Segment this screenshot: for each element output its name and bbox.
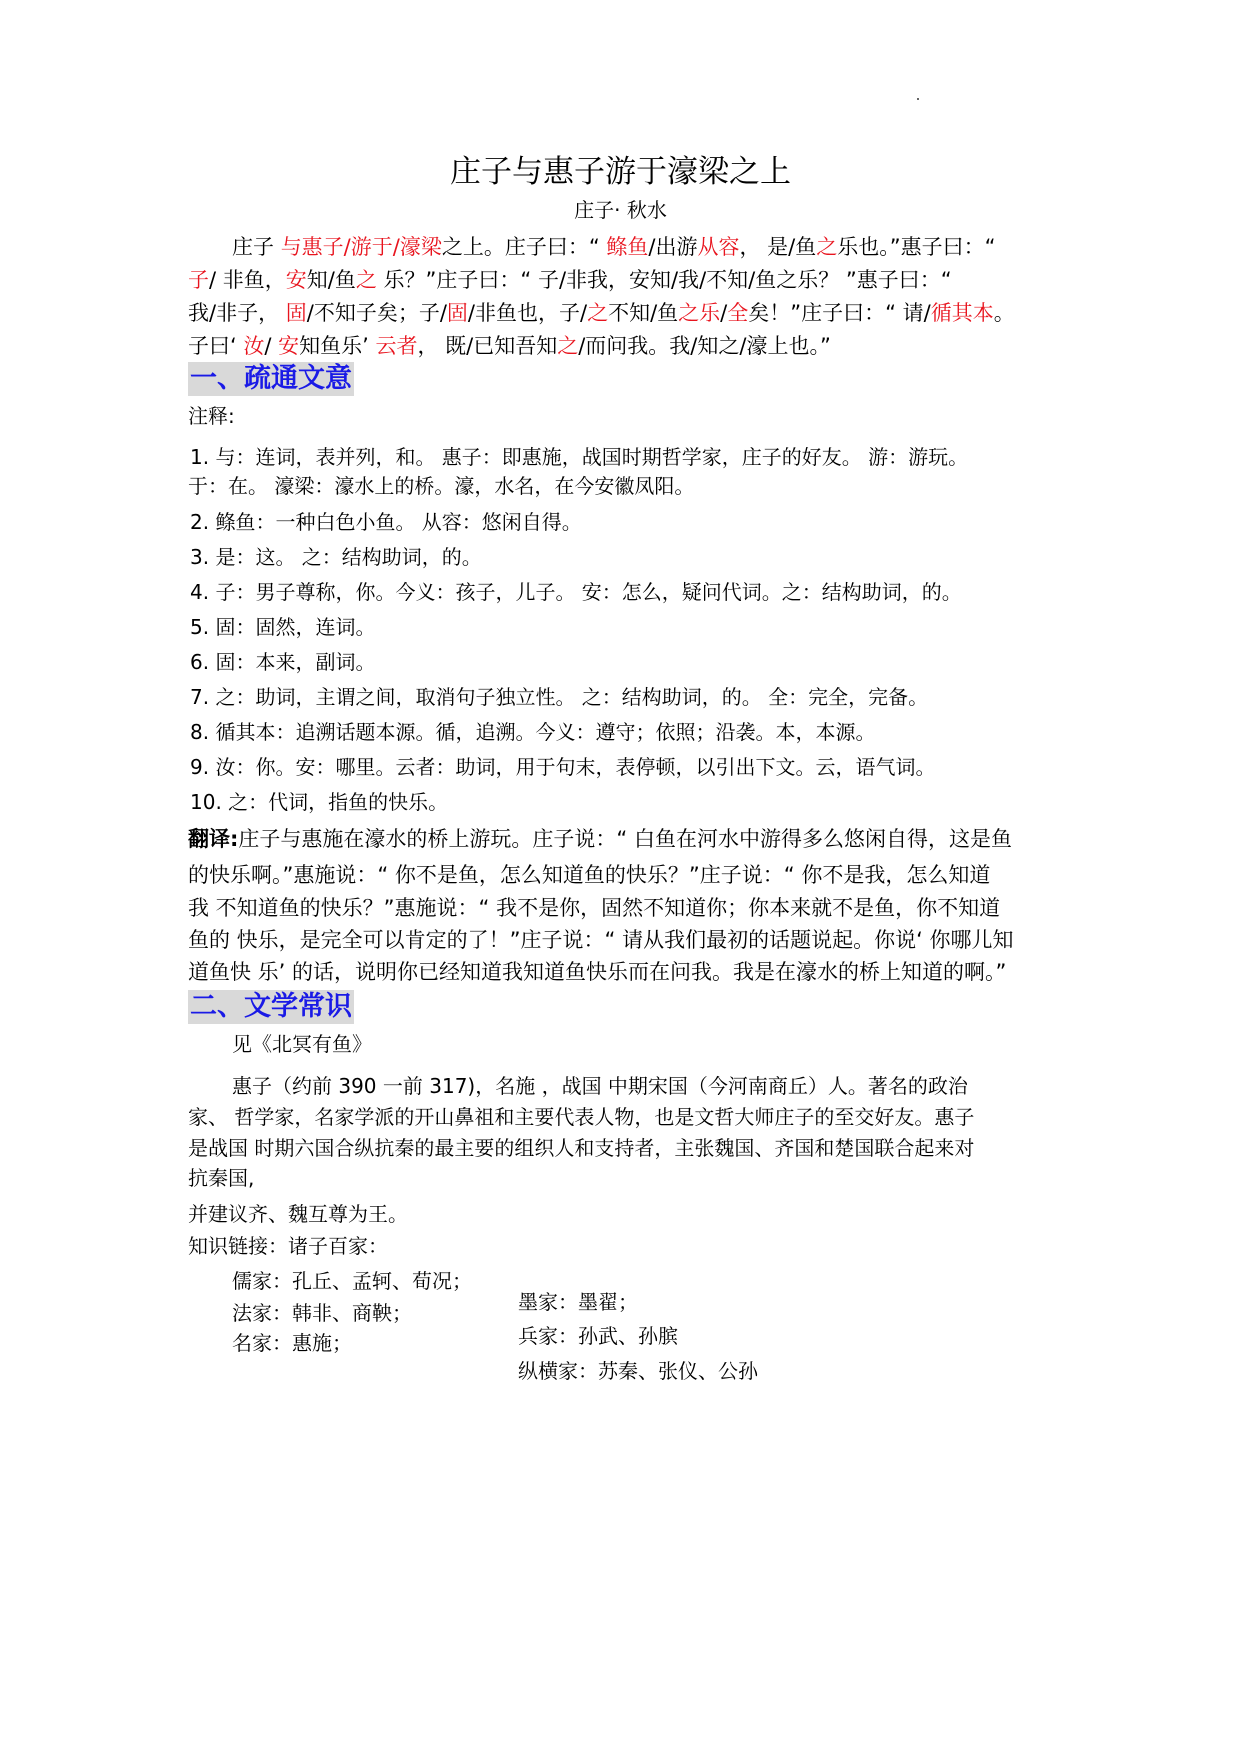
passage-highlight: 之 [816, 235, 838, 259]
note-item-8: 8. 循其本：追溯话题本源。循，追溯。今义：遵守；依照；沿袭。本，本源。 [190, 720, 876, 744]
passage-line-2 [188, 265, 952, 295]
passage-text: /而问我。我/知之/濠上也。” [578, 334, 831, 358]
passage-text: 庄子 [232, 235, 281, 259]
passage-text: ， 既/已知吾知 [417, 334, 558, 358]
school-military: 兵家：孙武、孙膑 [518, 1324, 678, 1348]
passage-highlight: 云者 [375, 334, 418, 358]
bio-line-5: 并建议齐、魏互尊为王。 [188, 1202, 408, 1226]
bio-line-1: 惠子（约前 390 一前 317)，名施 ，战国 中期宋国（今河南商丘）人。著名的政治 [232, 1074, 968, 1098]
passage-text: / [720, 301, 728, 325]
translation-line-3: 我 不知道鱼的快乐？”惠施说：“ 我不是你，固然不知道你；你本来就不是鱼，你不知道 [188, 896, 1001, 920]
school-confucian: 儒家：孔丘、孟轲、荀况； [232, 1269, 472, 1293]
passage-text: / 非鱼， [209, 268, 286, 292]
translation-line-1 [188, 824, 1012, 854]
page-title: 庄子与惠子游于濠梁之上 [450, 154, 791, 190]
passage-highlight: 汝 [243, 334, 265, 358]
see-reference: 见《北冥有鱼》 [232, 1032, 372, 1056]
note-item-1-cont: 于：在。 濠梁：濠水上的桥。濠，水名，在今安徽凤阳。 [188, 474, 695, 498]
page-subtitle: 庄子· 秋水 [574, 198, 667, 222]
bio-line-3: 是战国 时期六国合纵抗秦的最主要的组织人和支持者，主张魏国、齐国和楚国联合起来对 [188, 1136, 975, 1160]
bio-line-4: 抗秦国, [188, 1166, 255, 1190]
passage-text: /出游 [648, 235, 698, 259]
note-item-5: 5. 固：固然，连词。 [190, 615, 376, 639]
page-mark [917, 98, 919, 100]
passage-highlight: 子 [188, 268, 209, 292]
passage-text: 不知/鱼 [608, 301, 679, 325]
school-legalist: 法家：韩非、商鞅； [232, 1301, 412, 1325]
passage-highlight: 之 [557, 334, 579, 358]
passage-text: 。 [993, 301, 1015, 325]
note-item-6: 6. 固：本来，副词。 [190, 650, 376, 674]
note-item-3: 3. 是：这。 之：结构助词，的。 [190, 545, 482, 569]
passage-highlight: 固 [285, 301, 307, 325]
passage-highlight: 之 [355, 268, 377, 292]
note-item-10: 10. 之：代词，指鱼的快乐。 [190, 790, 449, 814]
passage-text: 知/鱼 [306, 268, 356, 292]
passage-highlight: 之 [587, 301, 609, 325]
translation-line-2: 的快乐啊。”惠施说：“ 你不是鱼，怎么知道鱼的快乐？”庄子说：“ 你不是我，怎么知道 [188, 863, 991, 887]
school-diplomat: 纵横家：苏秦、张仪、公孙 [518, 1359, 758, 1383]
passage-highlight: 全 [727, 301, 749, 325]
note-item-9: 9. 汝：你。安：哪里。云者：助词，用于句末，表停顿，以引出下文。云，语气词。 [190, 755, 936, 779]
passage-highlight: 鲦鱼 [606, 235, 649, 259]
section-heading-2: 二、文学常识 [190, 991, 352, 1022]
passage-text: 乐也。”惠子曰：“ [837, 235, 996, 259]
passage-text: /非鱼也，子/ [467, 301, 588, 325]
translation-label: 翻译: [188, 827, 239, 851]
passage-line-1 [232, 232, 996, 262]
passage-text: 矣！”庄子曰：“ 请/ [748, 301, 931, 325]
note-item-1: 1. 与：连词，表并列，和。 惠子：即惠施，战国时期哲学家，庄子的好友。 游：游玩。 [190, 445, 969, 469]
notes-label: 注释: [188, 404, 235, 428]
translation-line-4: 鱼的 快乐，是完全可以肯定的了！”庄子说：“ 请从我们最初的话题说起。你说‘ 你哪儿知 [188, 928, 1014, 952]
passage-text: / [264, 334, 279, 358]
bio-line-2: 家、 哲学家，名家学派的开山鼻祖和主要代表人物，也是文哲大师庄子的至交好友。惠子 [188, 1105, 975, 1129]
section-heading-1: 一、疏通文意 [190, 363, 352, 394]
passage-text: 乐？”庄子曰：“ 子/非我，安知/我/不知/鱼之乐？ ”惠子曰：“ [376, 268, 952, 292]
passage-highlight: 循其本 [930, 301, 994, 325]
school-mohist: 墨家：墨翟； [518, 1290, 638, 1314]
school-logician: 名家：惠施； [232, 1331, 352, 1355]
note-item-2: 2. 鲦鱼：一种白色小鱼。 从容：悠闲自得。 [190, 510, 582, 534]
passage-text: ， 是/鱼 [739, 235, 817, 259]
passage-highlight: 固 [446, 301, 468, 325]
passage-line-4 [188, 331, 831, 361]
passage-line-3 [188, 298, 1015, 328]
note-item-7: 7. 之：助词，主谓之间，取消句子独立性。 之：结构助词，的。 全：完全，完备。 [190, 685, 929, 709]
passage-highlight: 安 [278, 334, 300, 358]
passage-highlight: 之乐 [678, 301, 721, 325]
translation-line-5: 道鱼快 乐’ 的话，说明你已经知道我知道鱼快乐而在问我。我是在濠水的桥上知道的啊。” [188, 960, 1007, 984]
passage-text: 子曰‘ [188, 334, 244, 358]
passage-text: /不知子矣；子/ [306, 301, 447, 325]
note-item-4: 4. 子：男子尊称，你。今义：孩子，儿子。 安：怎么，疑问代词。之：结构助词，的。 [190, 580, 962, 604]
passage-highlight: 安 [285, 268, 307, 292]
passage-text: 之上。庄子曰：“ [441, 235, 607, 259]
passage-text: 知鱼乐’ [299, 334, 376, 358]
passage-text: 我/非子， [188, 301, 286, 325]
passage-highlight: 与惠子/游于/濠梁 [280, 235, 442, 259]
knowledge-link-label: 知识链接：诸子百家： [188, 1234, 388, 1258]
passage-highlight: 从容 [697, 235, 740, 259]
translation-text: 庄子与惠施在濠水的桥上游玩。庄子说：“ 白鱼在河水中游得多么悠闲自得，这是鱼 [238, 827, 1012, 851]
